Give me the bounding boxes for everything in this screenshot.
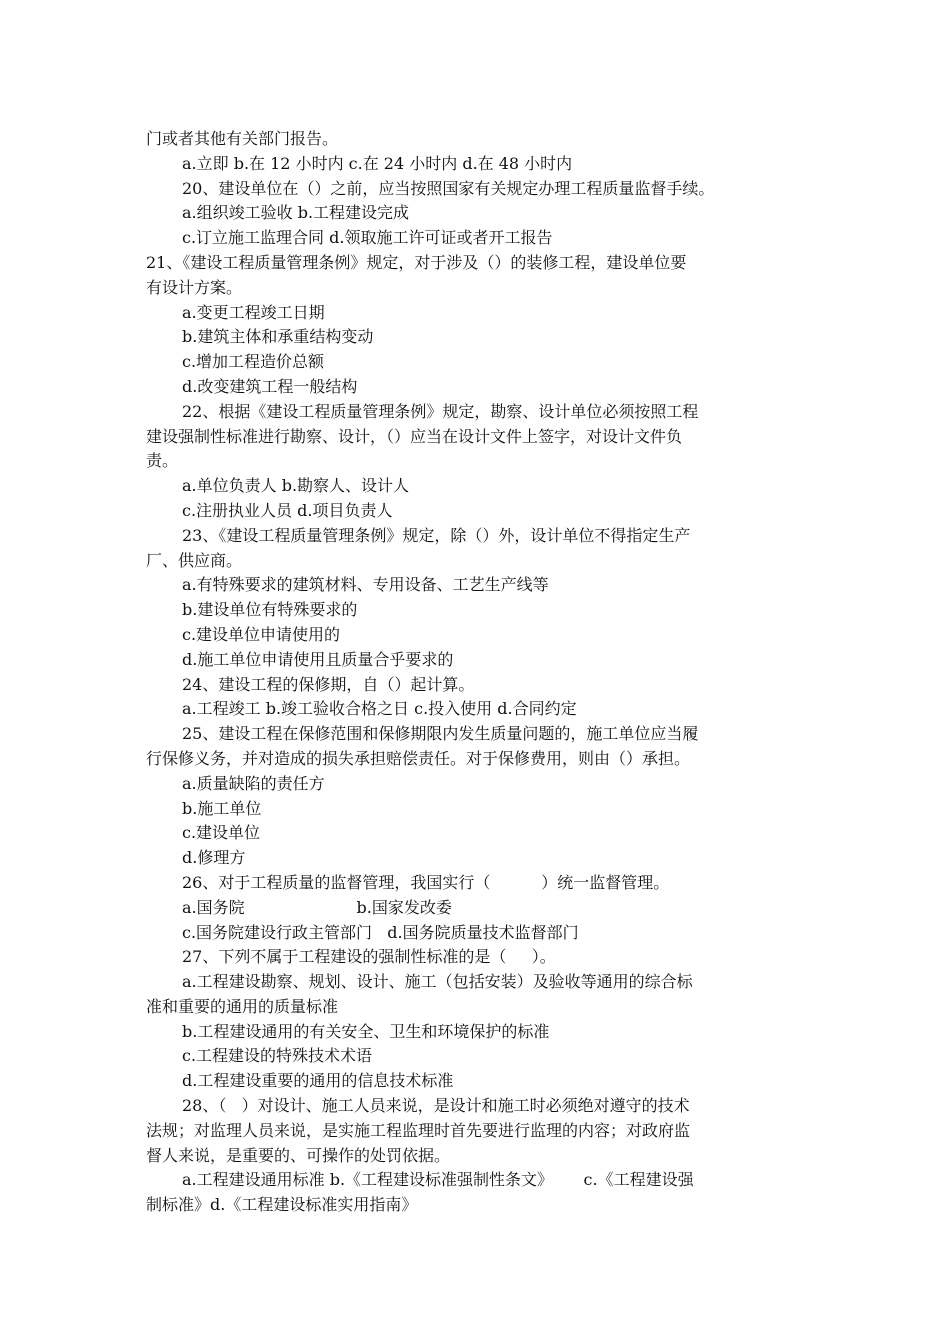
text-line: 22、根据《建设工程质量管理条例》规定，勘察、设计单位必须按照工程 (182, 401, 699, 421)
text-line: a.国务院 b.国家发改委 (182, 897, 452, 917)
text-line: a.有特殊要求的建筑材料、专用设备、工艺生产线等 (182, 575, 549, 595)
text-line: a.质量缺陷的责任方 (182, 773, 325, 793)
text-line: 制标准》d.《工程建设标准实用指南》 (146, 1195, 418, 1215)
text-line: a.工程建设通用标准 b.《工程建设标准强制性条文》 c.《工程建设强 (182, 1170, 694, 1190)
text-line: 23、《建设工程质量管理条例》规定，除（）外，设计单位不得指定生产 (182, 525, 691, 545)
document-body (146, 127, 806, 1218)
text-line: 厂、供应商。 (146, 550, 243, 570)
text-line: b.施工单位 (182, 798, 262, 818)
text-line: 行保修义务，并对造成的损失承担赔偿责任。对于保修费用，则由（）承担。 (146, 748, 691, 768)
text-line: c.建设单位申请使用的 (182, 624, 341, 644)
text-line: c.工程建设的特殊技术术语 (182, 1046, 373, 1066)
text-line: 法规；对监理人员来说，是实施工程监理时首先要进行监理的内容；对政府监 (146, 1120, 691, 1140)
text-line: 有设计方案。 (146, 277, 243, 297)
text-line: b.建设单位有特殊要求的 (182, 600, 358, 620)
text-line: b.工程建设通用的有关安全、卫生和环境保护的标准 (182, 1021, 550, 1041)
text-line: 28、（ ）对设计、施工人员来说，是设计和施工时必须绝对遵守的技术 (182, 1096, 690, 1116)
text-line: d.修理方 (182, 848, 246, 868)
text-line: 准和重要的通用的质量标准 (146, 996, 339, 1016)
text-line: d.工程建设重要的通用的信息技术标准 (182, 1071, 454, 1091)
text-line: b.建筑主体和承重结构变动 (182, 327, 374, 347)
text-line: a.单位负责人 b.勘察人、设计人 (182, 476, 410, 496)
text-line: 21、《建设工程质量管理条例》规定，对于涉及（）的装修工程，建设单位要 (146, 252, 687, 272)
text-line: 25、建设工程在保修范围和保修期限内发生质量问题的，施工单位应当履 (182, 724, 699, 744)
text-line: d.改变建筑工程一般结构 (182, 376, 358, 396)
text-line: 27、下列不属于工程建设的强制性标准的是（ ）。 (182, 947, 556, 967)
text-line: a.组织竣工验收 b.工程建设完成 (182, 203, 410, 223)
text-line: 督人来说，是重要的、可操作的处罚依据。 (146, 1145, 451, 1165)
text-line: 24、建设工程的保修期，自（）起计算。 (182, 674, 475, 694)
text-line: c.增加工程造价总额 (182, 352, 325, 372)
text-line: 门或者其他有关部门报告。 (146, 129, 339, 148)
text-line: 26、对于工程质量的监督管理，我国实行（ ）统一监督管理。 (182, 872, 670, 892)
text-line: 建设强制性标准进行勘察、设计，（）应当在设计文件上签字，对设计文件负 (146, 426, 683, 446)
text-line: a.工程竣工 b.竣工验收合格之日 c.投入使用 d.合同约定 (182, 699, 577, 719)
text-line: c.建设单位 (182, 823, 261, 843)
text-line: 责。 (146, 451, 179, 471)
text-line: c.国务院建设行政主管部门 d.国务院质量技术监督部门 (182, 922, 579, 942)
text-line: a.工程建设勘察、规划、设计、施工（包括安装）及验收等通用的综合标 (182, 972, 693, 992)
text-line: d.施工单位申请使用且质量合乎要求的 (182, 649, 454, 669)
text-line: a.立即 b.在 12 小时内 c.在 24 小时内 d.在 48 小时内 (182, 153, 573, 173)
text-line: a.变更工程竣工日期 (182, 302, 325, 322)
text-line: 20、建设单位在（）之前，应当按照国家有关规定办理工程质量监督手续。 (182, 178, 715, 198)
text-line: c.注册执业人员 d.项目负责人 (182, 500, 393, 520)
text-line: c.订立施工监理合同 d.领取施工许可证或者开工报告 (182, 228, 553, 248)
